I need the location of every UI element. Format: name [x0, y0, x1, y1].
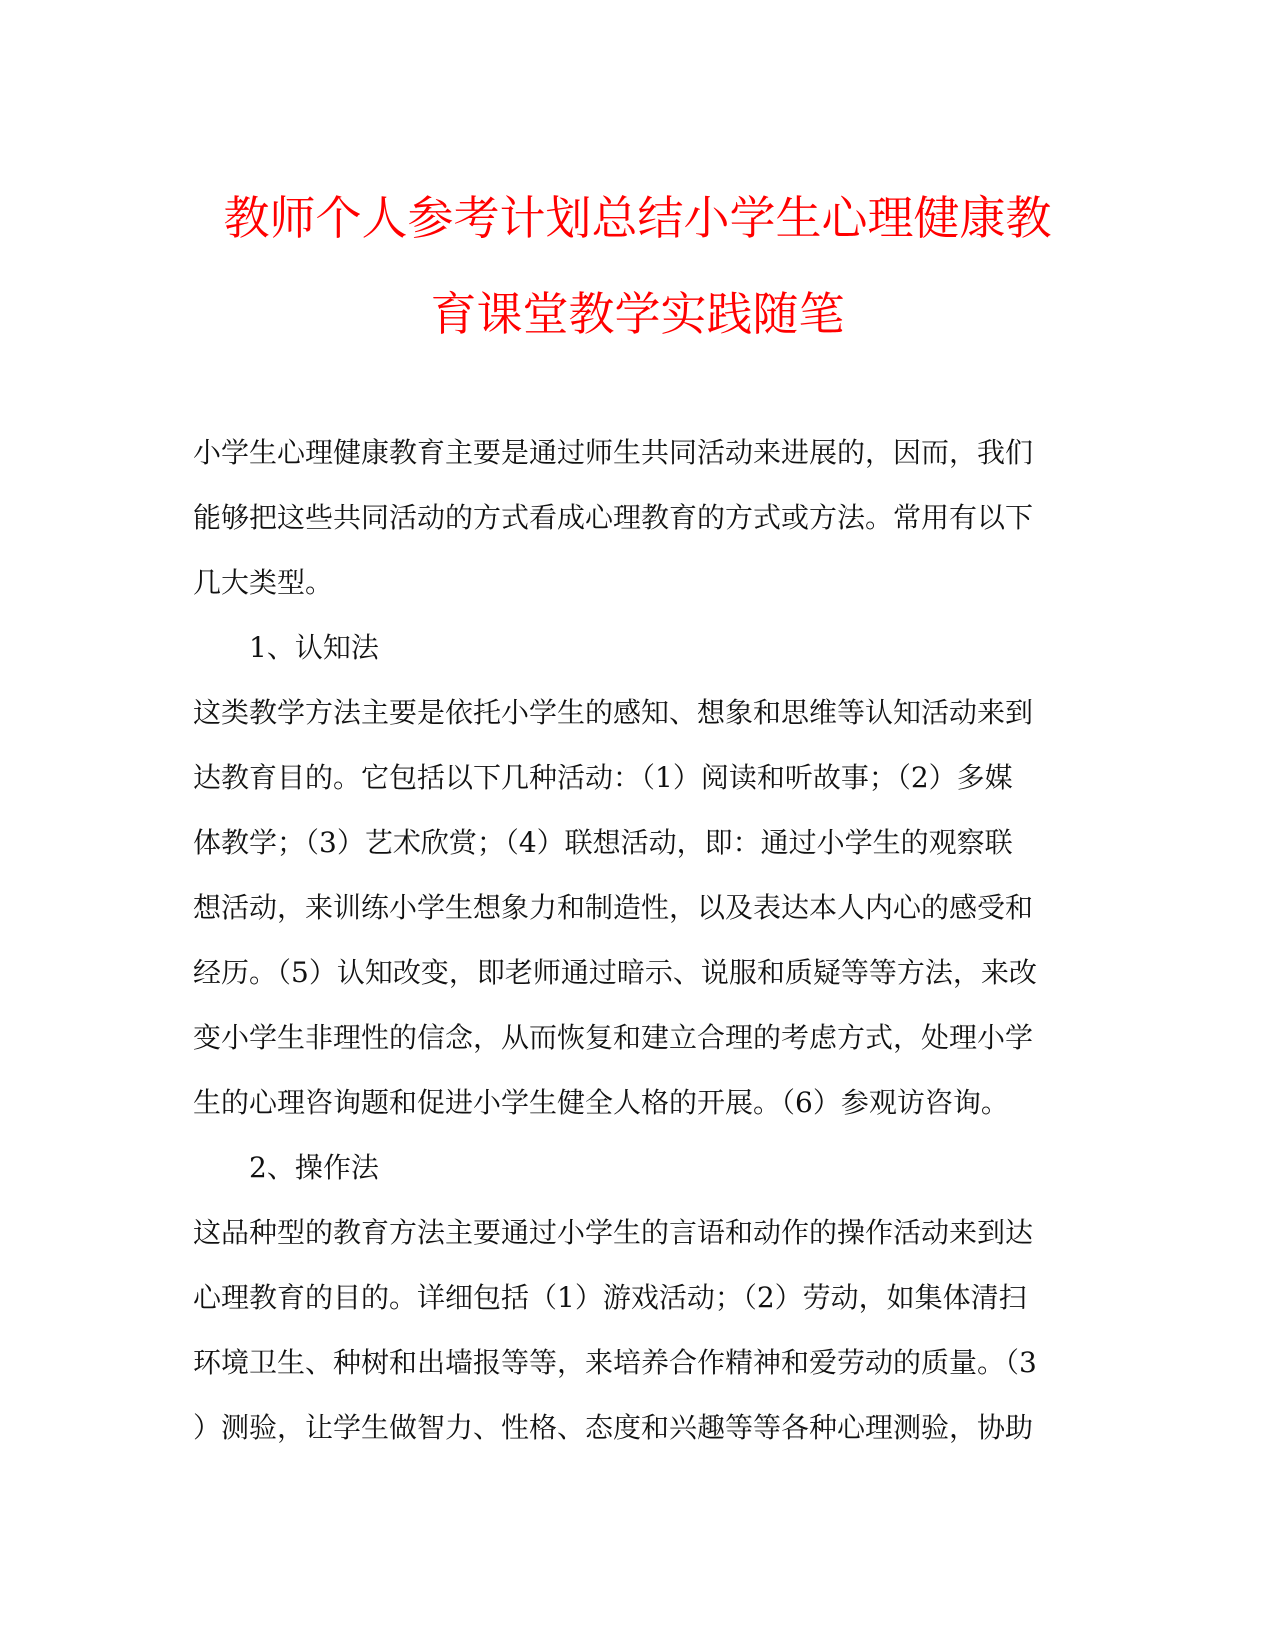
document-title [150, 170, 1125, 362]
text-line: 变小学生非理性的信念，从而恢复和建立合理的考虑方式，处理小学 [193, 1021, 1034, 1054]
section-heading-cognitive: 1、认知法 [249, 631, 379, 664]
text-line: 经历。（5）认知改变，即老师通过暗示、说服和质疑等等方法，来改 [193, 956, 1037, 989]
document-body [193, 420, 1093, 1460]
text-line: 小学生心理健康教育主要是通过师生共同活动来进展的，因而，我们 [193, 436, 1034, 469]
title-line: 教师个人参考计划总结小学生心理健康教 [223, 191, 1052, 245]
text-line: 几大类型。 [193, 566, 334, 599]
text-line: 想活动，来训练小学生想象力和制造性，以及表达本人内心的感受和 [193, 891, 1034, 924]
operation-paragraph [193, 1200, 1093, 1460]
text-line: 心理教育的目的。详细包括（1）游戏活动；（2）劳动，如集体清扫 [193, 1281, 1027, 1314]
text-line: 能够把这些共同活动的方式看成心理教育的方式或方法。常用有以下 [193, 501, 1034, 534]
intro-paragraph [193, 420, 1093, 615]
text-line: 环境卫生、种树和出墙报等等，来培养合作精神和爱劳动的质量。（3 [193, 1346, 1037, 1379]
section-heading-operation: 2、操作法 [249, 1151, 379, 1184]
text-line: 体教学；（3）艺术欣赏；（4）联想活动，即：通过小学生的观察联 [193, 826, 1013, 859]
text-line: 这品种型的教育方法主要通过小学生的言语和动作的操作活动来到达 [193, 1216, 1034, 1249]
text-line: 这类教学方法主要是依托小学生的感知、想象和思维等认知活动来到 [193, 696, 1034, 729]
text-line: ）测验，让学生做智力、性格、态度和兴趣等等各种心理测验，协助 [193, 1411, 1034, 1444]
cognitive-paragraph [193, 680, 1093, 1135]
title-line: 育课堂教学实践随笔 [430, 287, 845, 341]
text-line: 达教育目的。它包括以下几种活动：（1）阅读和听故事；（2）多媒 [193, 761, 1013, 794]
text-line: 生的心理咨询题和促进小学生健全人格的开展。（6）参观访咨询。 [193, 1086, 1009, 1119]
